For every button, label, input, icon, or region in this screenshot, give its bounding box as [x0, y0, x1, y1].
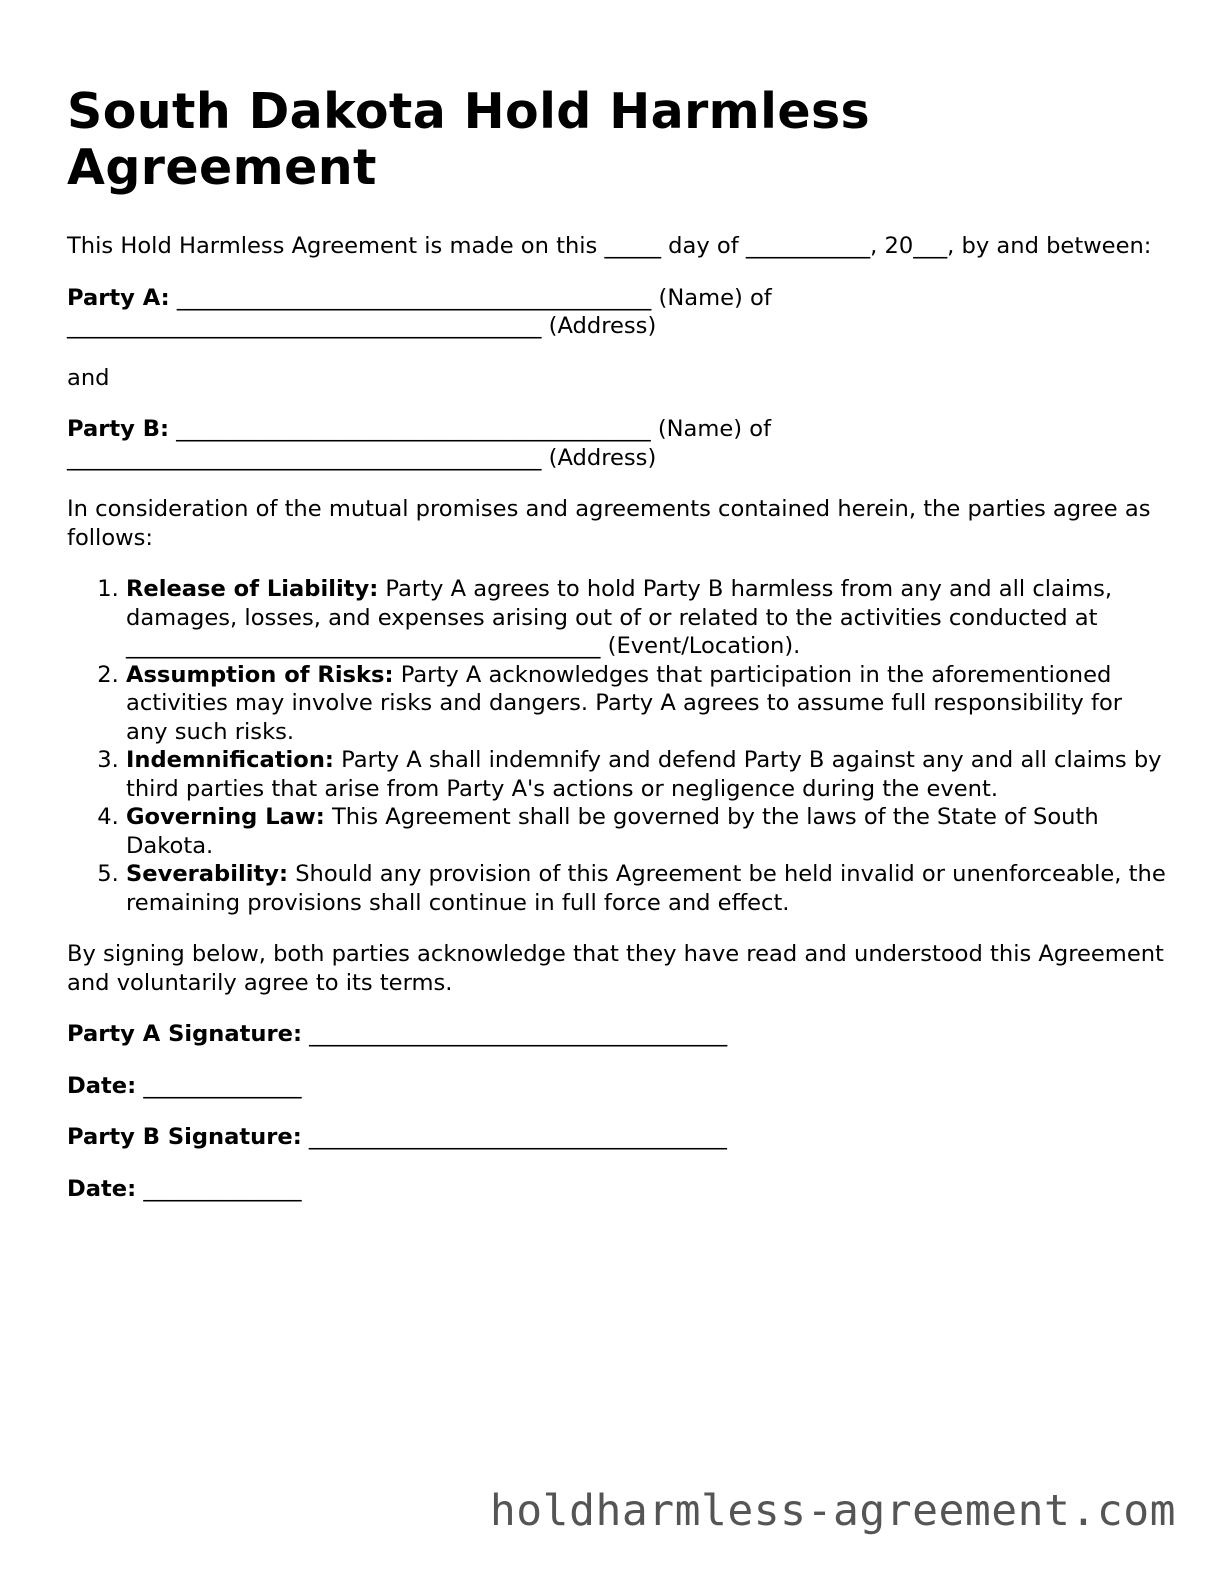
- date-a-line: ______________: [136, 1072, 302, 1099]
- date-a-row: [67, 1072, 1167, 1101]
- party-b-address-line: __________________________________________ (Address): [67, 444, 657, 471]
- date-a-label: Date:: [67, 1072, 137, 1099]
- party-a-label: Party A:: [67, 284, 170, 311]
- party-b-label: Party B:: [67, 416, 169, 442]
- clause-item: [126, 661, 1167, 747]
- watermark-text: holdharmless-agreement.com: [489, 1486, 1176, 1536]
- clause-text: Should any provision of this Agreement be held invalid or unenforceable, the remaining provisions shall continue in full force and effect.: [126, 861, 1166, 916]
- party-a-signature-label: Party A Signature:: [67, 1021, 302, 1047]
- party-b-signature-row: [67, 1123, 1167, 1152]
- intro-paragraph: This Hold Harmless Agreement is made on this _____ day of ___________, 20___, by and between:: [67, 233, 1152, 259]
- document-title: South Dakota Hold Harmless Agreement: [67, 83, 871, 196]
- clause-heading: Governing Law:: [126, 804, 325, 830]
- clause-text: Party A acknowledges that participation in the aforementioned activities may involve risks and dangers. Party A agrees to assume full responsibility for any such risks.: [126, 661, 1123, 745]
- clauses-list: [67, 575, 1167, 917]
- acknowledgement-paragraph: By signing below, both parties acknowledge that they have read and understood this Agreement and voluntarily agree to its terms.: [67, 941, 1164, 996]
- clause-text: This Agreement shall be governed by the laws of the State of South Dakota.: [126, 804, 1099, 859]
- date-b-row: [67, 1175, 1167, 1204]
- clause-heading: Assumption of Risks:: [126, 661, 394, 688]
- clause-item: [126, 575, 1167, 661]
- party-a-signature-row: [67, 1020, 1167, 1049]
- clause-item: [126, 746, 1167, 803]
- party-a-signature-line: _____________________________________: [302, 1021, 728, 1047]
- date-b-line: ______________: [136, 1175, 302, 1202]
- party-b-block: [67, 415, 1167, 472]
- clause-item: [126, 860, 1167, 917]
- party-a-block: [67, 284, 1167, 341]
- clause-item: [126, 803, 1167, 860]
- party-a-name-line: __________________________________________ (Name) of: [169, 284, 772, 311]
- date-b-label: Date:: [67, 1175, 137, 1202]
- clause-heading: Indemnification:: [126, 747, 334, 773]
- clause-heading: Release of Liability:: [126, 576, 379, 602]
- clause-text: Party A shall indemnify and defend Party B against any and all claims by third parties that arise from Party A's actions or negligence during the event.: [126, 747, 1162, 802]
- party-b-signature-label: Party B Signature:: [67, 1124, 302, 1150]
- party-b-name-line: __________________________________________ (Name) of: [169, 416, 772, 442]
- party-a-address-line: __________________________________________ (Address): [67, 313, 657, 339]
- consideration-paragraph: In consideration of the mutual promises and agreements contained herein, the parties agree as follows:: [67, 496, 1151, 551]
- party-b-signature-line: _____________________________________: [301, 1124, 727, 1150]
- document-page: [67, 84, 1167, 1203]
- and-text: and: [67, 364, 110, 391]
- clause-heading: Severability:: [126, 861, 289, 887]
- clause-text: Party A agrees to hold Party B harmless from any and all claims, damages, losses, and expenses arising out of or related to the activities conducted at __________________________________________ (Event/Location).: [126, 576, 1113, 659]
